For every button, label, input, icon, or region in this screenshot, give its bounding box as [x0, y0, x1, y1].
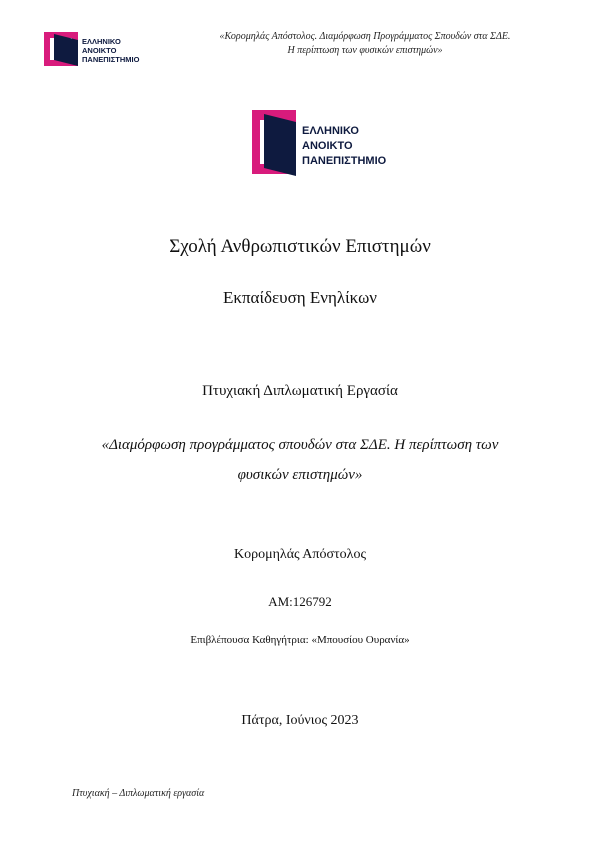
university-logo-small: [44, 30, 144, 70]
student-id: ΑΜ:126792: [268, 594, 332, 609]
school-name: Σχολή Ανθρωπιστικών Επιστημών: [169, 236, 431, 257]
thesis-title: [0, 430, 600, 490]
running-header-line-1: «Κορομηλάς Απόστολος. Διαμόρφωση Προγράμματος Σπουδών στα ΣΔΕ.: [219, 31, 511, 42]
thesis-type: Πτυχιακή Διπλωματική Εργασία: [202, 383, 398, 399]
main-logo-navy-block: [264, 114, 296, 176]
logo-line-2: ΑΝΟΙΚΤΟ: [82, 46, 117, 55]
department-name: Εκπαίδευση Ενηλίκων: [223, 288, 377, 307]
supervisor: Επιβλέπουσα Καθηγήτρια: «Μπουσίου Ουρανία»: [190, 634, 410, 646]
place-date: Πάτρα, Ιούνιος 2023: [241, 713, 359, 728]
main-logo-line-1: ΕΛΛΗΝΙΚΟ: [302, 125, 359, 137]
thesis-title-line-1: «Διαμόρφωση προγράμματος σπουδών στα ΣΔΕ. Η περίπτωση των: [101, 437, 499, 453]
thesis-title-line-2: φυσικών επιστημών»: [237, 467, 363, 483]
author-name: Κορομηλάς Απόστολος: [233, 547, 366, 562]
running-header-line-2: Η περίπτωση των φυσικών επιστημών»: [287, 45, 443, 56]
page-footer: Πτυχιακή – Διπλωματική εργασία: [72, 788, 205, 799]
logo-line-1: ΕΛΛΗΝΙΚΟ: [82, 37, 121, 46]
logo-line-3: ΠΑΝΕΠΙΣΤΗΜΙΟ: [82, 55, 140, 64]
running-header: [165, 30, 565, 58]
university-logo-large: [248, 108, 398, 178]
main-logo-line-2: ΑΝΟΙΚΤΟ: [302, 140, 353, 152]
main-logo-line-3: ΠΑΝΕΠΙΣΤΗΜΙΟ: [302, 155, 387, 167]
